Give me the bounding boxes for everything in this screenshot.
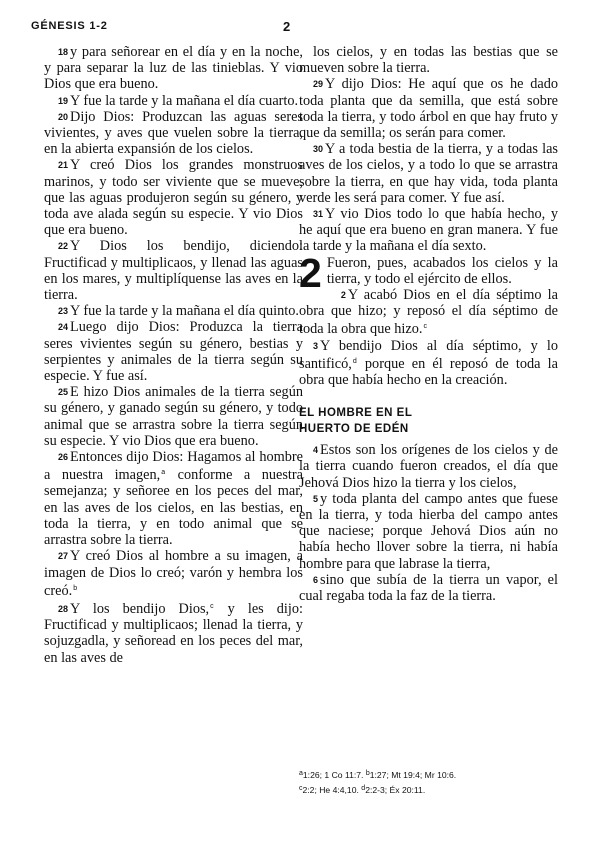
verse-number: 25: [58, 387, 69, 398]
verse-text: Y bendijo Dios al día séptimo, y lo santificó,: [299, 337, 558, 372]
footnote-marker[interactable]: b: [73, 584, 78, 592]
verse: [299, 44, 558, 76]
verse-text: Y fue la tarde y la mañana el día cuarto.: [70, 92, 299, 109]
verse-text: sino que subía de la tierra un vapor, el cual regaba toda la faz de la tierra.: [299, 571, 558, 605]
verse-text: y les dijo: Fructificad y multiplicaos; llenad la tierra, y sojuzgadla, y señoread en los peces del mar, en las aves de: [44, 600, 303, 666]
verse-text: Y dijo Dios: He aquí que os he dado toda planta que da semilla, que está sobre toda la tierra, y todo árbol en que hay fruto y que da semilla; os serán para comer.: [299, 76, 558, 142]
verse-text: Y vio Dios todo lo que había hecho, y he aquí que era bueno en gran manera. Y fue la tarde y la mañana el día sexto.: [299, 206, 558, 255]
verse-text: Estos son los orígenes de los cielos y de la tierra cuando fueron creados, el día que Jehová Dios hizo la tierra y los cielos,: [299, 442, 558, 491]
verse-text: Luego dijo Dios: Produzca la tierra seres vivientes según su género, bestias y serpientes y animales de la tierra según su especie. Y fue así.: [44, 319, 303, 385]
right-column-verses-bottom: [299, 442, 558, 604]
verse-text: Y Dios los bendijo, diciendo: Fructificad y multiplicaos, y llenad las aguas en los mares, y multiplíquense las aves en la tierra.: [44, 238, 303, 304]
verse-text: Y creó Dios al hombre a su imagen, a imagen de Dios lo creó; varón y hembra los creó.: [44, 548, 303, 599]
left-text-column: [44, 44, 303, 666]
verse-number: 18: [58, 47, 69, 57]
verse-number: 31: [313, 209, 324, 220]
verse-text: y toda planta del campo antes que fuese en la tierra, y toda hierba del campo antes que naciese; porque Jehová Dios aún no había hecho llover sobre la tierra, ni había hombre para que labrase la tierra,: [299, 490, 558, 572]
verse: [299, 141, 558, 206]
verse: [44, 548, 303, 599]
verse: [299, 287, 558, 338]
footnote-marker[interactable]: d: [352, 357, 357, 365]
verse-number: 19: [58, 95, 69, 106]
footnote-letter: b: [365, 770, 370, 777]
verse-text: Dijo Dios: Produzcan las aguas seres vivientes, y aves que vuelen sobre la tierra, en la abierta expansión de los cielos.: [44, 108, 303, 158]
footnote-letter: a: [299, 770, 303, 777]
verse-number: 6: [313, 574, 319, 585]
footnote-reference[interactable]: 1:27; Mt 19:4; Mr 10:6.: [369, 770, 457, 780]
right-column-verses-top: [299, 44, 558, 255]
verse-number: 27: [58, 551, 69, 562]
verse: [44, 449, 303, 548]
verse-text: y para señorear en el día y en la noche, y para separar la luz de las tinieblas. Y vio Dios que era bueno.: [44, 44, 303, 93]
verse-text: Y a toda bestia de la tierra, y a todas las aves de los cielos, y a todo lo que se arrastra sobre la tierra, en que hay vida, toda planta verde les será para comer. Y fue así.: [299, 141, 558, 206]
verse: [299, 338, 558, 389]
footnote-line: [299, 767, 569, 782]
verse: [44, 44, 303, 93]
verse: [299, 572, 558, 604]
chapter-first-verse: Fueron, pues, acabados los cielos y la tierra, y todo el ejército de ellos.: [326, 254, 558, 287]
page-number: 2: [283, 19, 291, 34]
verse-text: Y los bendijo Dios,: [70, 600, 210, 617]
footnote-letter: c: [299, 785, 303, 792]
verse: [44, 384, 303, 449]
verse-number: 4: [313, 445, 319, 456]
verse-number: 30: [313, 144, 324, 155]
right-text-column: [299, 44, 558, 604]
verse-number: 2: [340, 290, 346, 301]
footnote-reference[interactable]: 1:26; 1 Co 11:7.: [302, 770, 364, 780]
verse: [44, 319, 303, 384]
verse-number: 22: [58, 241, 69, 252]
verse-number: 26: [58, 452, 69, 463]
footnote-reference[interactable]: 2:2; He 4:4,10.: [302, 785, 359, 795]
verse-text: Y acabó Dios en el día séptimo la obra que hizo; y reposó el día séptimo de toda la obra que hizo.: [299, 287, 558, 338]
verse: [299, 442, 558, 491]
chapter-opening: [299, 249, 558, 296]
running-header-book: GÉNESIS 1-2: [31, 20, 108, 32]
verse-number: 3: [313, 340, 319, 351]
verse: [44, 157, 303, 238]
verse: [44, 599, 303, 666]
verse-number: 28: [58, 603, 69, 614]
cross-reference-footnotes: [299, 767, 569, 797]
verse: [299, 491, 558, 572]
verse-number: 5: [313, 493, 319, 504]
verse-number: 23: [58, 306, 69, 317]
section-heading-line1: EL HOMBRE EN EL: [299, 407, 413, 420]
verse-text: los cielos, y en todas las bestias que se mueven sobre la tierra.: [299, 44, 558, 77]
verse-text: porque en él reposó de toda la obra que había hecho en la creación.: [299, 355, 558, 389]
footnote-letter: d: [361, 785, 366, 792]
verse-text: Y fue la tarde y la mañana el día quinto.: [70, 303, 299, 320]
verse: [299, 76, 558, 141]
verse-text: E hizo Dios animales de la tierra según su género, y ganado según su género, y todo animal que se arrastra sobre la tierra según su especie. Y vio Dios que era bueno.: [44, 384, 303, 449]
verse-number: 29: [313, 79, 324, 90]
footnote-marker[interactable]: c: [210, 602, 214, 610]
verse: [44, 238, 303, 303]
verse: [44, 93, 303, 109]
chapter-verses: [299, 287, 558, 388]
verse-number: 24: [58, 322, 69, 333]
verse: [44, 109, 303, 158]
section-heading-line2: HUERTO DE EDÉN: [299, 423, 409, 436]
verse-text: conforme a nuestra semejanza; y señoree en los peces del mar, en las aves de los cielos, en las bestias, en toda la tierra, y en todo animal que se arrastra sobre la tierra.: [44, 467, 303, 549]
verse-text: Y creó Dios los grandes monstruos marinos, y todo ser viviente que se mueve, que las aguas produjeron según su género, y toda ave alada según su especie. Y vio Dios que era bueno.: [44, 157, 303, 239]
section-heading: [299, 405, 558, 437]
footnote-reference[interactable]: 2:2-3; Éx 20:11.: [365, 785, 426, 795]
verse: [299, 206, 558, 255]
verse-number: 21: [58, 160, 69, 171]
verse-number: 20: [58, 111, 69, 122]
chapter-number: 2: [299, 249, 322, 296]
verse: [44, 303, 303, 319]
verse-text: Entonces dijo Dios: Hagamos al hombre a nuestra imagen,: [44, 449, 303, 484]
footnote-marker[interactable]: c: [423, 323, 427, 331]
footnote-marker[interactable]: a: [161, 469, 166, 477]
footnote-line: [299, 782, 569, 797]
